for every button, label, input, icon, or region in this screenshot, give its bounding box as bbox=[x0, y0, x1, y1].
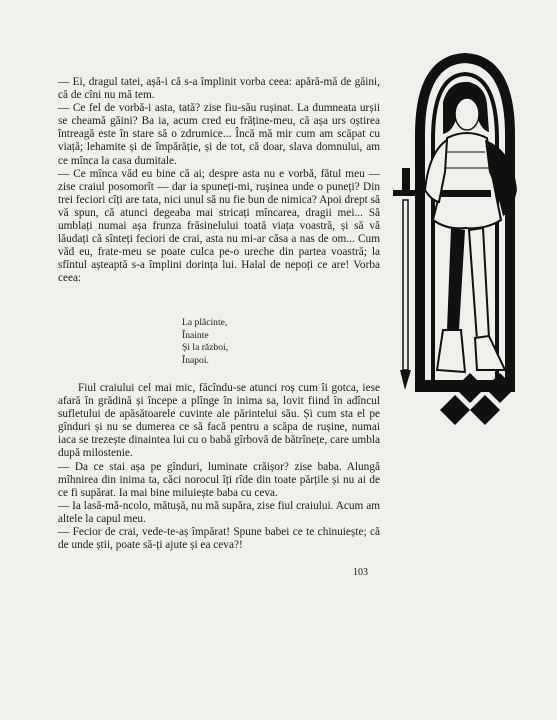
paragraph-1: — Ei, dragul tatei, așă-i că s-a împlinit vorba ceea: apără-mă de găini, că de cîni nu mă tem. bbox=[58, 76, 380, 102]
page-number: 103 bbox=[353, 567, 368, 578]
verse-line: Și la război, bbox=[182, 342, 229, 354]
verse bbox=[182, 317, 228, 367]
paragraph-2: — Ce fel de vorbă-i asta, tată? zise fiu-său rușinat. La dumneata urșii se cheamă găini? Ba ia, acum cred eu frăține-meu, că așa urs oștirea întreagă este în stare să o zdrumice... Încă mă mir cum am scăpat cu viață; lehamite și de împărăție, și de tot, că doar, slava domnului, am ce mînca la casa dumitale. bbox=[58, 102, 380, 167]
paragraph-3: — Ce mînca văd eu bine că ai; despre asta nu e vorbă, fătul meu — zise craiul posomorît — dar ia spuneți-mi, rușinea unde o puneți? Din trei feciori cîți are tata, nici unul să nu fie bun de nimica? Apoi drept să vă spun, că atunci degeaba mai stricați mîncarea, dragii mei... Să umblați numai așa frunza frăsinelului toată viața voastră, și să vă lăudați că sînteți feciori de crai, asta nu mi-ar căsa a nas de om... Cum văd eu, frate-meu se poate culca pe-o ureche din partea voastră; la sfîntul așteaptă s-a împlini dorința lui. Halal de nepoți ce are! Vorba ceea: bbox=[58, 167, 380, 285]
verse-line: Înainte bbox=[182, 329, 209, 341]
paragraph-7: — Fecior de crai, vede-te-aș împărat! Spune babei ce te chinuiește; că de unde știi, poate să-ți ajute și ea ceva?! bbox=[58, 526, 380, 552]
knight-illustration bbox=[385, 40, 545, 430]
verse-line: Înapoi. bbox=[182, 354, 209, 366]
text-top bbox=[58, 76, 380, 286]
verse-line: La plăcinte, bbox=[182, 317, 228, 328]
paragraph-4: Fiul craiului cel mai mic, făcîndu-se atunci roș cum îi gotca, iese afară în grădină și începe a plînge în inima sa, lovit fiind în adîncul sufletului de apăsătoarele cuvinte ale părintelui său. Și cum sta el pe gînduri și nu se dumerea ce să facă pentru a scăpa de rușine, numai iaca se trezește dinaintea lui cu o babă gîrbovă de bătrînețe, care umbla după milostenie. bbox=[58, 382, 380, 460]
text-bottom bbox=[58, 382, 380, 552]
paragraph-5: — Da ce stai așa pe gînduri, luminate crăișor? zise baba. Alungă mîhnirea din inima ta, căci norocul îți rîde din toate părțile și nu ai de ce fi supărat. Ia mai bine miluiește baba cu ceva. bbox=[58, 460, 380, 499]
paragraph-6: — Ia lasă-mă-ncolo, mătușă, nu mă supăra, zise fiul craiului. Acum am altele la capul meu. bbox=[58, 499, 380, 525]
